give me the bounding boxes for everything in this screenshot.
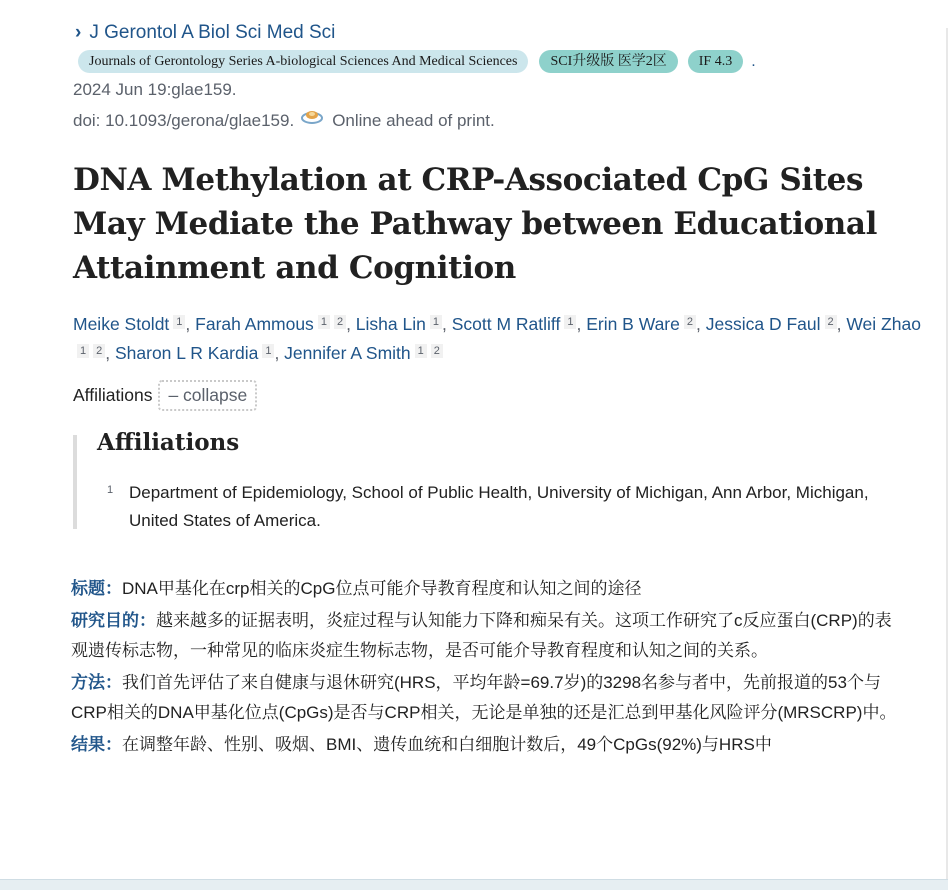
author-link[interactable]: Jessica D Faul <box>705 314 821 334</box>
abstract-text: 我们首先评估了来自健康与退休研究(HRS，平均年龄=69.7岁)的3298名参与者中，先前报道的53个与CRP相关的DNA甲基化位点(CpGs)是否与CRP相关，无论是单独的还是汇总到甲基化风险评分(MRSCRP)中。 <box>71 673 897 722</box>
author-link[interactable]: Lisha Lin <box>355 314 426 334</box>
abstract-translation <box>71 574 901 762</box>
abstract-paragraph-title <box>71 574 901 604</box>
author <box>73 314 185 334</box>
affiliation-ref[interactable]: 1 <box>262 344 274 358</box>
affiliation-ref[interactable]: 2 <box>825 315 837 329</box>
author-link[interactable]: Erin B Ware <box>586 314 680 334</box>
abstract-label: 方法： <box>71 673 122 692</box>
authors-list: Meike Stoldt $^1$ , Farah Ammous $^1$ $^2$ , Lisha Lin $^1$ , Scott M Ratliff $^1$ , Erin B Ware $^2$ , Jessica D Faul $^2$ , Wei Zhao$^1$ $^2$ , Sharon L R Kardia $^1$ , Jennifer A Smith $^1$ $^2$ <box>73 314 921 363</box>
affiliation-ref[interactable]: 2 <box>93 344 105 358</box>
journal-link[interactable] <box>75 22 335 44</box>
abstract-label: 标题： <box>71 579 122 598</box>
affiliation-ref[interactable]: 2 <box>684 315 696 329</box>
affiliation-ref[interactable]: 1 <box>430 315 442 329</box>
collapse-button[interactable]: – collapse <box>158 380 257 411</box>
author-link[interactable]: Meike Stoldt <box>73 314 170 334</box>
abstract-label: 研究目的： <box>71 611 156 630</box>
abstract-paragraph-results <box>71 730 901 760</box>
author-link[interactable]: Sharon L R Kardia <box>114 343 259 363</box>
affiliation-ref[interactable]: 1 <box>564 315 576 329</box>
impact-factor-badge: IF 4.3 <box>688 50 743 73</box>
journal-short-name: J Gerontol A Biol Sci Med Sci <box>89 22 336 43</box>
affiliation-ref[interactable]: 1 <box>318 315 330 329</box>
abstract-text: DNA甲基化在crp相关的CpG位点可能介导教育程度和认知之间的途径 <box>122 579 642 598</box>
doi-line <box>73 111 495 131</box>
author <box>195 314 346 334</box>
sci-badge: SCI升级版 医学2区 <box>539 50 677 73</box>
affiliation-ref[interactable]: 1 <box>173 315 185 329</box>
affiliation-ref[interactable]: 2 <box>334 315 346 329</box>
affiliation-number: 1 <box>107 484 114 496</box>
author <box>115 343 274 363</box>
affiliations-label: Affiliations <box>73 385 153 405</box>
badge-trailing-dot: . <box>751 52 756 70</box>
publication-date: 2024 Jun 19:glae159. <box>73 80 237 99</box>
affiliation-item <box>107 479 897 535</box>
online-status: Online ahead of print. <box>332 111 495 130</box>
abstract-text: 在调整年龄、性别、吸烟、BMI、遗传血统和白细胞计数后，49个CpGs(92%)与HRS中 <box>122 735 772 754</box>
author-link[interactable]: Jennifer A Smith <box>284 343 411 363</box>
affiliations-heading: Affiliations <box>97 429 240 456</box>
author <box>452 314 577 334</box>
author-link[interactable]: Wei Zhao <box>846 314 921 334</box>
affiliations-toggle-row <box>73 380 257 411</box>
article-title: DNA Methylation at CRP-Associated CpG Sites May Mediate the Pathway between Educational Attainment and Cognition <box>73 162 877 286</box>
abstract-paragraph-objective <box>71 606 901 666</box>
affiliations-panel <box>73 429 897 530</box>
online-ahead-icon <box>300 108 324 126</box>
journal-badges <box>78 50 756 73</box>
abstract-label: 结果： <box>71 735 122 754</box>
journal-full-name-badge: Journals of Gerontology Series A-biological Sciences And Medical Sciences <box>78 50 528 73</box>
author <box>706 314 837 334</box>
affiliation-ref[interactable]: 1 <box>77 344 89 358</box>
abstract-paragraph-methods <box>71 668 901 728</box>
author <box>284 343 443 363</box>
author-link[interactable]: Scott M Ratliff <box>451 314 561 334</box>
abstract-text: 越来越多的证据表明，炎症过程与认知能力下降和痴呆有关。这项工作研究了c反应蛋白(CRP)的表观遗传标志物，一种常见的临床炎症生物标志物，是否可能介导教育程度和认知之间的关系。 <box>71 611 892 660</box>
author <box>586 314 696 334</box>
author-link[interactable]: Farah Ammous <box>195 314 314 334</box>
chevron-right-icon: › <box>75 22 82 43</box>
affiliation-text: Department of Epidemiology, School of Public Health, University of Michigan, Ann Arbor, Michigan, United States of America. <box>129 483 869 530</box>
bottom-bar <box>0 879 948 890</box>
doi-text[interactable]: doi: 10.1093/gerona/glae159. <box>73 111 295 130</box>
affiliation-ref[interactable]: 1 <box>415 344 427 358</box>
affiliation-ref[interactable]: 2 <box>431 344 443 358</box>
author <box>356 314 442 334</box>
